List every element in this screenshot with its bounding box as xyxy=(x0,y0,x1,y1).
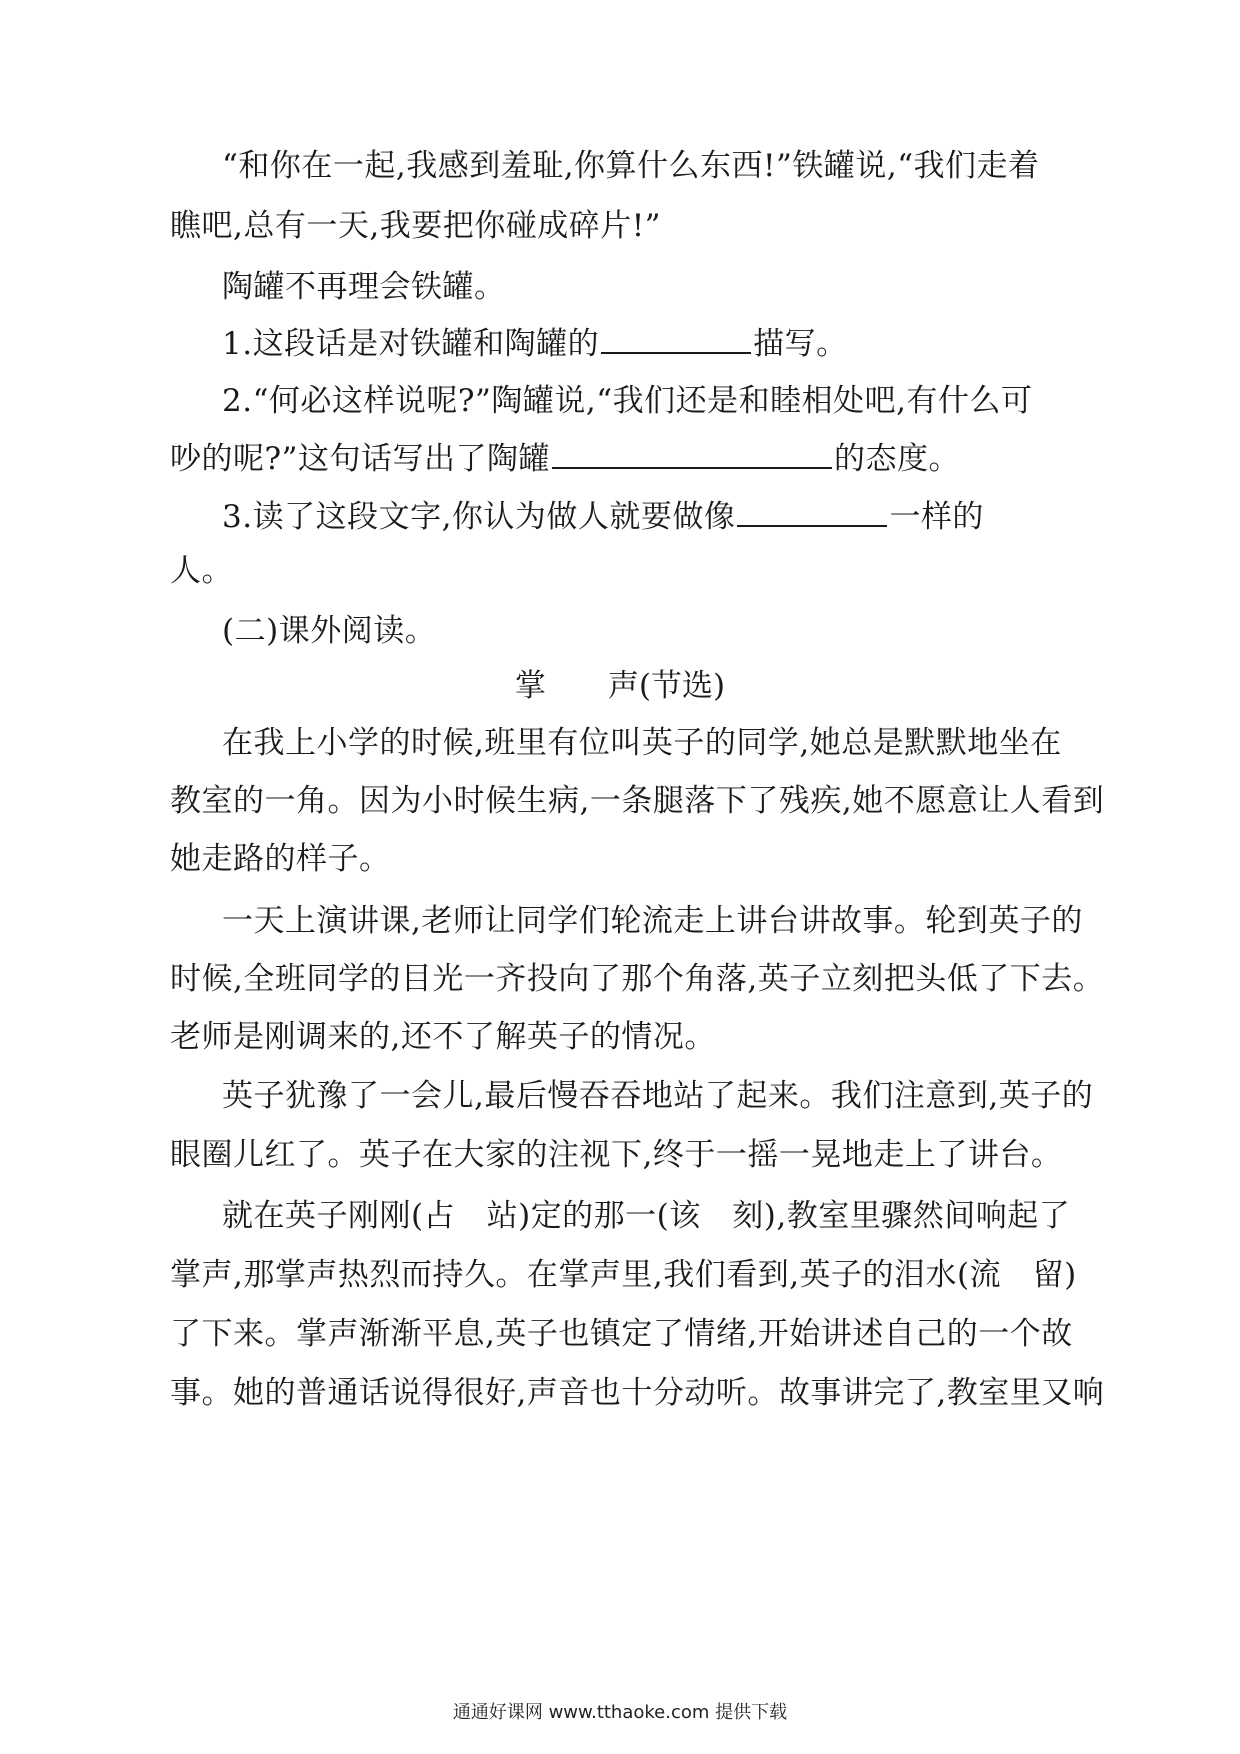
paragraph-4-line-2: 掌声,那掌声热烈而持久。在掌声里,我们看到,英子的泪水(流 留) xyxy=(170,1257,1077,1293)
answer-blank-2[interactable] xyxy=(552,437,832,469)
question-3-line-1 xyxy=(222,495,984,537)
question-3-line-2: 人。 xyxy=(170,553,233,589)
paragraph-1-line-3: 她走路的样子。 xyxy=(170,841,391,877)
answer-blank-1[interactable] xyxy=(601,322,751,354)
question-1-prefix: 1.这段话是对铁罐和陶罐的 xyxy=(222,326,600,362)
paragraph-1-line-2: 教室的一角。因为小时候生病,一条腿落下了残疾,她不愿意让人看到 xyxy=(170,783,1105,819)
paragraph-4-line-4: 事。她的普通话说得很好,声音也十分动听。故事讲完了,教室里又响 xyxy=(170,1375,1105,1411)
paragraph-2-line-2: 时候,全班同学的目光一齐投向了那个角落,英子立刻把头低了下去。 xyxy=(170,961,1105,997)
question-2-prefix: 吵的呢?”这句话写出了陶罐 xyxy=(170,441,550,477)
article-title: 掌 声(节选) xyxy=(514,668,726,704)
text-line-3: 陶罐不再理会铁罐。 xyxy=(222,269,506,305)
question-1-suffix: 描写。 xyxy=(753,326,848,362)
section-heading: (二)课外阅读。 xyxy=(222,613,437,649)
text-line-1: “和你在一起,我感到羞耻,你算什么东西!”铁罐说,“我们走着 xyxy=(222,148,1040,184)
paragraph-3-line-2: 眼圈儿红了。英子在大家的注视下,终于一摇一晃地走上了讲台。 xyxy=(170,1137,1063,1173)
footer-credit: 通通好课网 www.tthaoke.com 提供下载 xyxy=(452,1702,788,1723)
question-2-suffix: 的态度。 xyxy=(833,441,960,477)
paragraph-3-line-1: 英子犹豫了一会儿,最后慢吞吞地站了起来。我们注意到,英子的 xyxy=(222,1078,1094,1114)
paragraph-4-line-3: 了下来。掌声渐渐平息,英子也镇定了情绪,开始讲述自己的一个故 xyxy=(170,1316,1073,1352)
paragraph-2-line-3: 老师是刚调来的,还不了解英子的情况。 xyxy=(170,1019,716,1055)
question-3-suffix: 一样的 xyxy=(889,499,984,535)
answer-blank-3[interactable] xyxy=(737,495,887,527)
question-2-line-1: 2.“何必这样说呢?”陶罐说,“我们还是和睦相处吧,有什么可 xyxy=(222,383,1033,419)
question-3-prefix: 3.读了这段文字,你认为做人就要做像 xyxy=(222,499,736,535)
question-1 xyxy=(222,322,848,364)
paragraph-4-line-1: 就在英子刚刚(占 站)定的那一(该 刻),教室里骤然间响起了 xyxy=(222,1198,1071,1234)
paragraph-1-line-1: 在我上小学的时候,班里有位叫英子的同学,她总是默默地坐在 xyxy=(222,725,1062,761)
paragraph-2-line-1: 一天上演讲课,老师让同学们轮流走上讲台讲故事。轮到英子的 xyxy=(222,903,1083,939)
question-2-line-2 xyxy=(170,437,960,479)
text-line-2: 瞧吧,总有一天,我要把你碰成碎片!” xyxy=(170,208,662,244)
